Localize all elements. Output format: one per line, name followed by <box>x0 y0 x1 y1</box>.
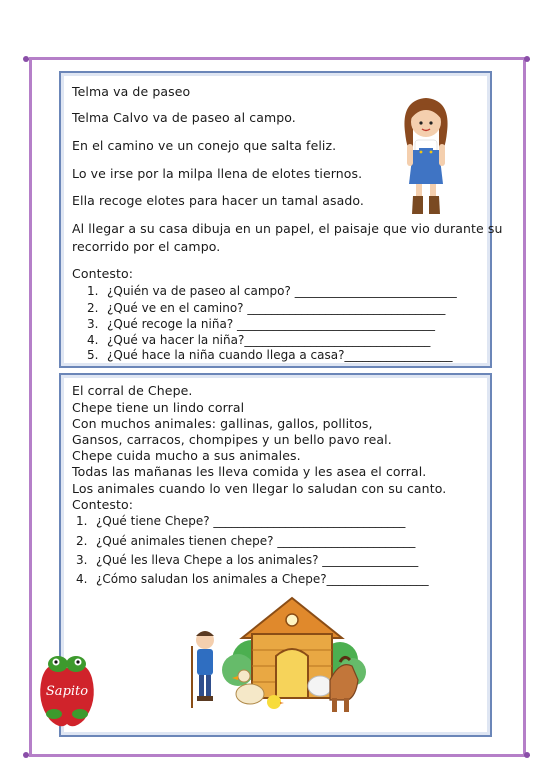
story1-question-4: 4. ¿Qué va hacer la niña?_______________________________ <box>87 333 431 347</box>
story1-question-1: 1. ¿Quién va de paseo al campo? ___________________________ <box>87 284 457 298</box>
story2-line: Gansos, carracos, chompipes y un bello pavo real. <box>72 432 392 447</box>
story1-title: Telma va de paseo <box>72 84 191 99</box>
girl-illustration <box>395 92 457 216</box>
story1-line: Al llegar a su casa dibuja en un papel, el paisaje que vio durante su <box>72 221 503 236</box>
frame-corner-dot <box>23 752 29 758</box>
story1-question-5: 5. ¿Qué hace la niña cuando llega a casa?__________________ <box>87 348 453 362</box>
frame-corner-dot <box>524 752 530 758</box>
story2-line: Los animales cuando lo ven llegar lo saludan con su canto. <box>72 481 447 496</box>
story2-question-1: 1. ¿Qué tiene Chepe? ________________________________ <box>76 514 406 528</box>
story2-line: Chepe cuida mucho a sus animales. <box>72 448 301 463</box>
story2-question-3: 3. ¿Qué les lleva Chepe a los animales? ________________ <box>76 553 419 567</box>
story1-question-2: 2. ¿Qué ve en el camino? _________________________________ <box>87 301 446 315</box>
frame-corner-dot <box>23 56 29 62</box>
story2-title: El corral de Chepe. <box>72 383 193 398</box>
logo-text: Sapito <box>45 684 89 699</box>
story1-contesto: Contesto: <box>72 266 134 281</box>
farm-illustration <box>180 590 370 718</box>
story1-question-3: 3. ¿Qué recoge la niña? _________________________________ <box>87 317 436 331</box>
story2-line: Todas las mañanas les lleva comida y les asea el corral. <box>72 464 427 479</box>
story2-line: Chepe tiene un lindo corral <box>72 400 245 415</box>
story1-line: En el camino ve un conejo que salta feliz. <box>72 138 337 153</box>
story1-line: Ella recoge elotes para hacer un tamal asado. <box>72 193 364 208</box>
story1-line: recorrido por el campo. <box>72 239 221 254</box>
story1-line: Lo ve irse por la milpa llena de elotes tiernos. <box>72 166 363 181</box>
frame-corner-dot <box>524 56 530 62</box>
story2-question-4: 4. ¿Cómo saludan los animales a Chepe?_________________ <box>76 572 429 586</box>
story2-question-2: 2. ¿Qué animales tienen chepe? _______________________ <box>76 534 416 548</box>
sapito-logo <box>36 650 98 732</box>
story2-contesto: Contesto: <box>72 497 134 512</box>
story2-line: Con muchos animales: gallinas, gallos, pollitos, <box>72 416 373 431</box>
story1-line: Telma Calvo va de paseo al campo. <box>72 110 296 125</box>
